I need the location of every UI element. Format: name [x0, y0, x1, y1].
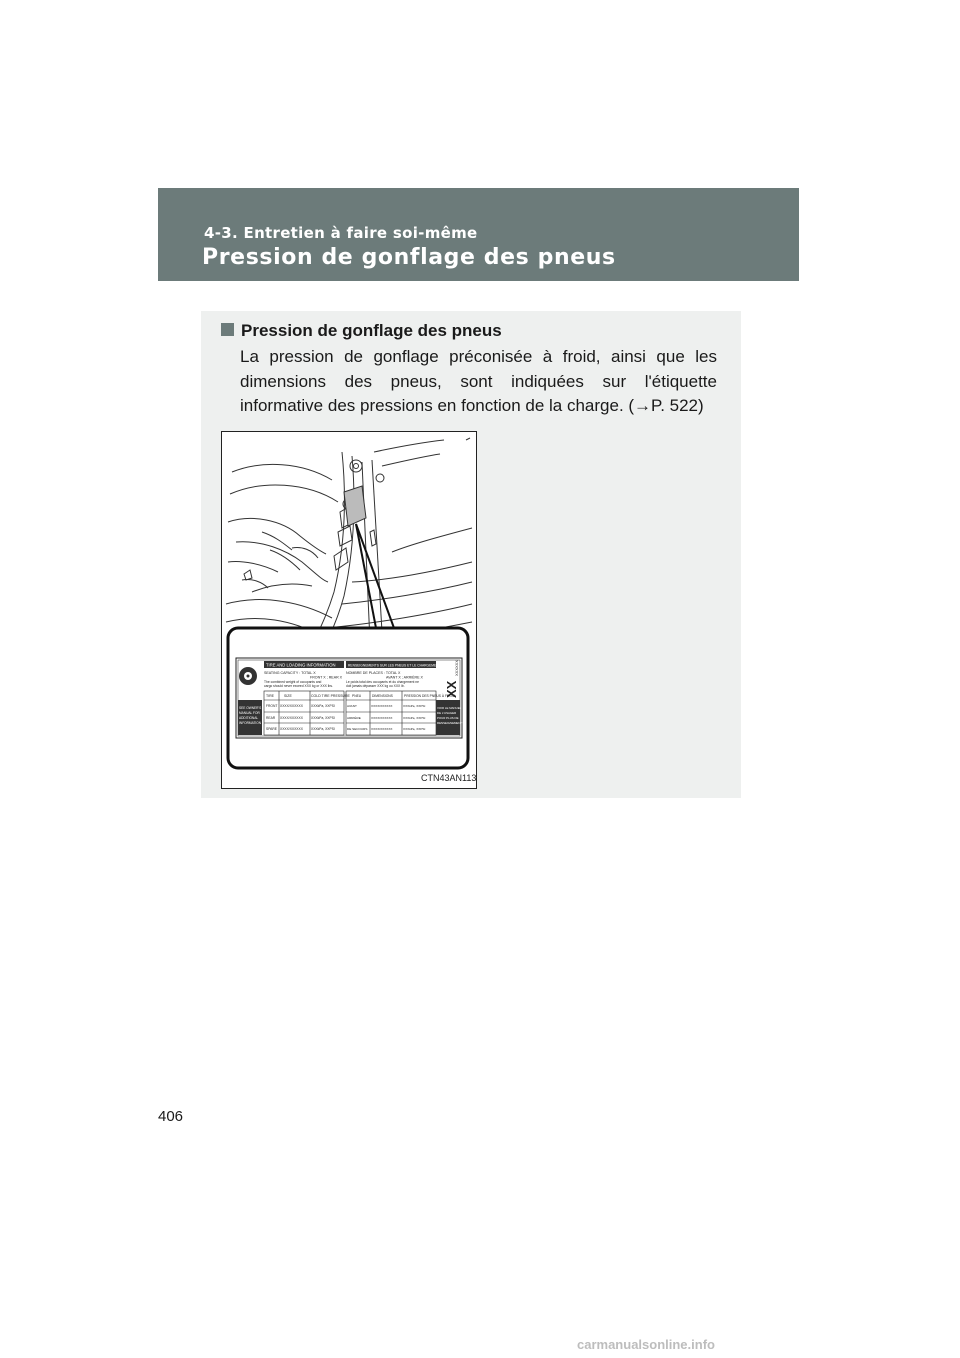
- section-heading: [221, 321, 502, 341]
- label-fr-side-note: POUR PLUS DE: [437, 716, 459, 720]
- label-en-side-note: ADDITIONAL: [239, 716, 259, 720]
- label-en-capacity: SEATING CAPACITY : TOTAL X: [264, 671, 316, 675]
- label-en-row-pressure: XXXkPa, XXPSI: [311, 727, 335, 731]
- label-fr-front-rear: AVANT X ; ARRIÈRE X: [386, 675, 423, 680]
- label-fr-row-tire: DE SECOURS: [347, 727, 368, 731]
- label-fr-capacity: NOMBRE DE PLACES : TOTAL X: [346, 671, 401, 675]
- label-fr-side-note: RENSEIGNEMENTS: [437, 721, 465, 725]
- label-en-col-header: SIZE: [284, 694, 292, 698]
- label-en-side-note: SEE OWNER'S: [239, 706, 262, 710]
- label-fr-row-pressure: XXXkPa, XXPSI: [403, 704, 426, 708]
- label-en-row-size: XXXX/XXXXXX: [280, 704, 303, 708]
- label-en-row-pressure: XXXkPa, XXPSI: [311, 704, 335, 708]
- label-fr-col-header: PNEU: [352, 694, 362, 698]
- label-fr-row-pressure: XXXkPa, XXPSI: [403, 716, 426, 720]
- label-fr-row-tire: ARRIÈRE: [347, 716, 361, 720]
- label-fr-row-size: XXXX/XXXXXX: [371, 704, 393, 708]
- label-fr-weight-2: doit jamais dépasser XXX kg ou XXX lb.: [346, 684, 405, 688]
- label-en-front-rear: FRONT X ; REAR X: [310, 675, 343, 680]
- label-en-header: TIRE AND LOADING INFORMATION: [266, 662, 336, 668]
- label-fr-row-pressure: XXXkPa, XXPSI: [403, 727, 426, 731]
- figure-code: CTN43AN113: [421, 773, 477, 783]
- page-title: Pression de gonflage des pneus: [202, 245, 616, 270]
- breadcrumb: 4-3. Entretien à faire soi-même: [204, 224, 478, 242]
- label-en-side-note: INFORMATION: [239, 721, 262, 725]
- section-heading-text: Pression de gonflage des pneus: [241, 321, 502, 340]
- label-en-row-tire: FRONT: [266, 704, 278, 708]
- label-fr-side-note: DE L'USAGER: [437, 711, 457, 715]
- label-en-row-size: XXXX/XXXXXX: [280, 716, 303, 720]
- label-side-code: XX: [444, 680, 459, 698]
- section-header: [158, 188, 799, 281]
- label-fr-header: RENSEIGNEMENTS SUR LES PNEUS ET LE CHARGEMENT: [348, 663, 441, 668]
- label-en-row-size: XXXX/XXXXXX: [280, 727, 303, 731]
- label-fr-side-note: VOIR LE MANUEL: [437, 706, 462, 710]
- body-paragraph: La pression de gonflage préconisée à froid, ainsi que les dimensions des pneus, sont indiquées sur l'étiquette informative des pressions en fonction de la charge. (→P. 522): [240, 347, 717, 415]
- label-fr-row-tire: AVANT: [347, 704, 357, 708]
- label-fr-col-header: PRESSION DES PNEUS À FROID: [404, 694, 456, 698]
- page-number: 406: [158, 1108, 184, 1125]
- label-fr-weight-1: Le poids total des occupants et du chargement ne: [346, 680, 419, 684]
- tire-label-figure: [221, 431, 477, 789]
- label-side-small: XXXXXX: [454, 659, 459, 676]
- label-en-row-tire: SPARE: [266, 727, 277, 731]
- label-fr-row-size: XXXX/XXXXXX: [371, 727, 393, 731]
- square-bullet-icon: [221, 323, 234, 336]
- watermark: carmanualsonline.info: [577, 1337, 715, 1352]
- label-fr-col-header: DIMENSIONS: [372, 694, 393, 698]
- label-en-col-header: TIRE: [266, 694, 274, 698]
- label-en-side-note: MANUAL FOR: [239, 711, 260, 715]
- car-interior-illustration: [222, 432, 478, 790]
- tire-loading-label: [236, 658, 465, 738]
- label-en-weight-2: cargo should never exceed XXX kg or XXX lbs.: [264, 684, 333, 688]
- content-panel: [201, 311, 741, 798]
- label-en-row-pressure: XXXkPa, XXPSI: [311, 716, 335, 720]
- label-fr-row-size: XXXX/XXXXXX: [371, 716, 393, 720]
- label-en-row-tire: REAR: [266, 716, 276, 720]
- label-en-weight-1: The combined weight of occupants and: [264, 680, 322, 684]
- label-en-col-header: COLD TIRE PRESSURE: [311, 694, 350, 698]
